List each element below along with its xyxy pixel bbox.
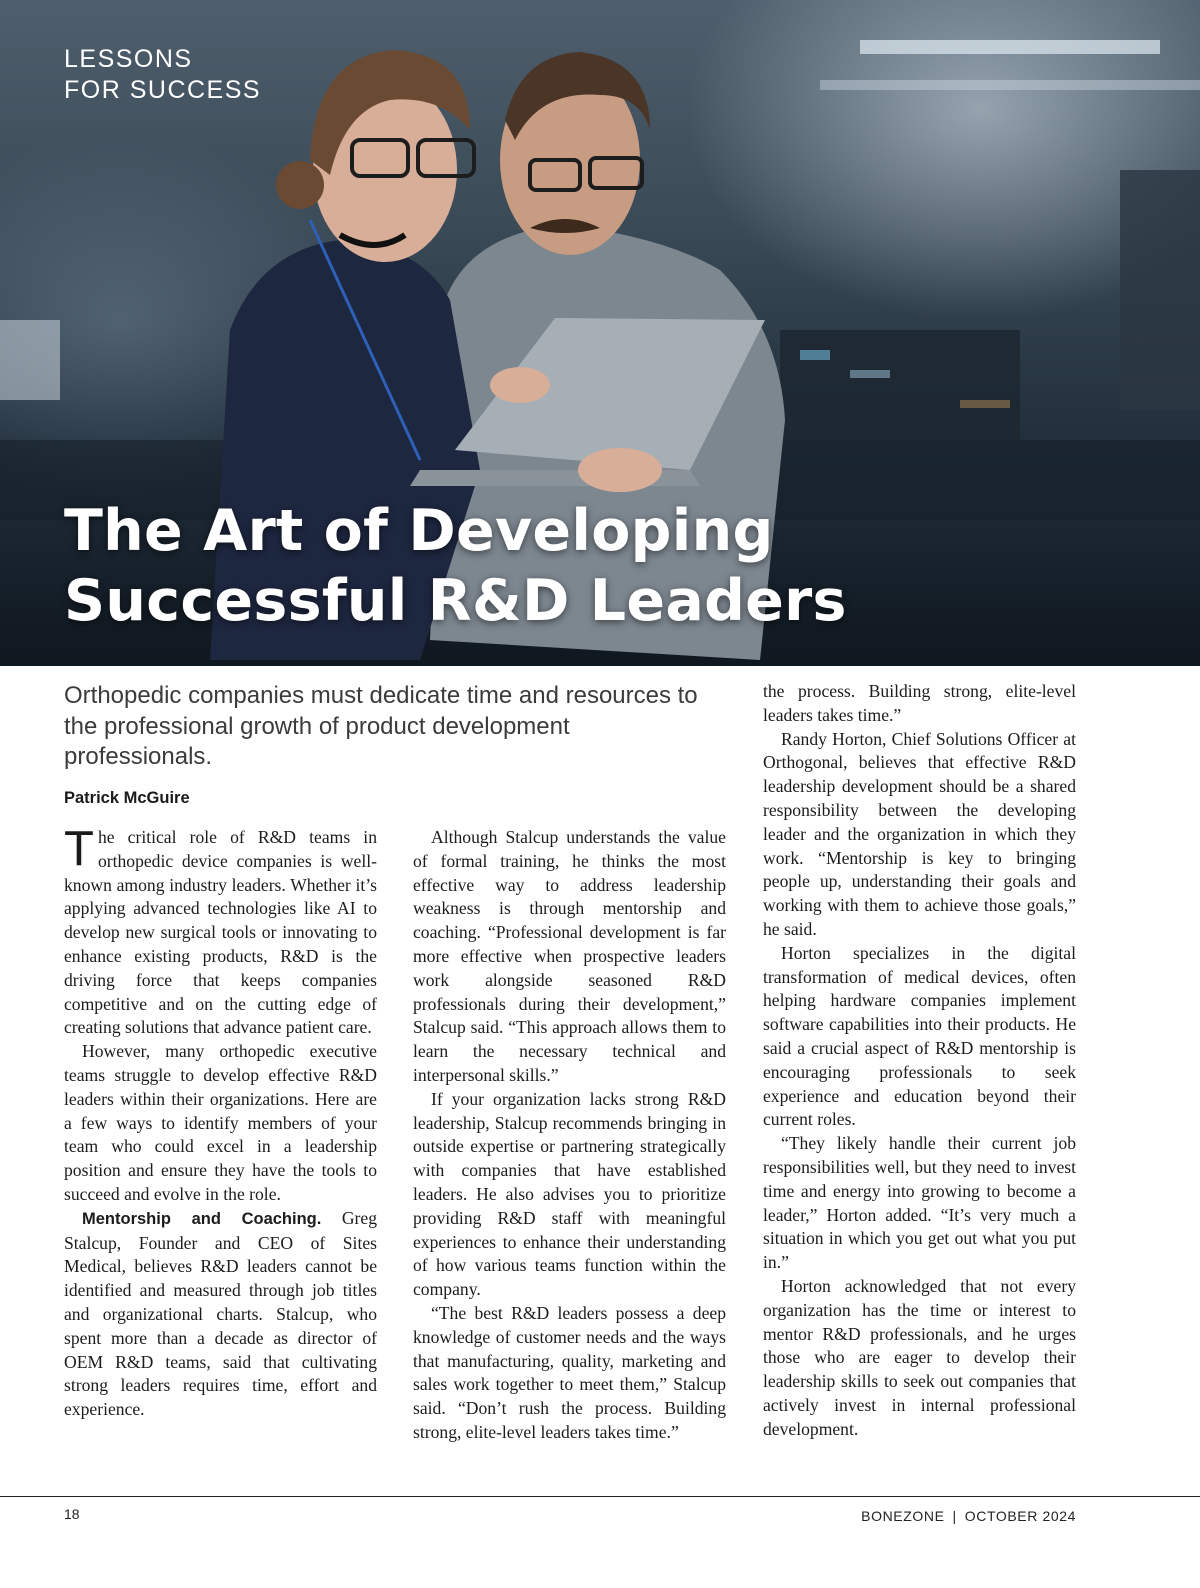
paragraph-8: Horton specializes in the digital transformation of medical devices, often helping hardware companies implement software capabilities into their products. He said a crucial aspect of R&D mentorship is encouraging professionals to seek experience and education beyond their current roles. bbox=[763, 942, 1076, 1130]
paragraph-7: Randy Horton, Chief Solutions Officer at Orthogonal, believes that effective R&D leadership development should be a shared responsibility between the developing leader and the organization in which they work. “Mentorship is key to bringing people up, understanding their goals and working with them to achieve those goals,” he said. bbox=[763, 728, 1076, 939]
paragraph-10: Horton acknowledged that not every organization has the time or interest to mentor R&D professionals, and he urges those who are eager to develop their leadership skills to seek out companies that actively invest in internal professional development. bbox=[763, 1275, 1076, 1439]
paragraph-5: If your organization lacks strong R&D leadership, Stalcup recommends bringing in outside expertise or partnering strategically with companies that have established leaders. He also advises you to prioritize providing R&D staff with meaningful experiences to enhance their understanding of how various teams function within the company. bbox=[413, 1088, 726, 1300]
title-line-2: Successful R&D Leaders bbox=[64, 568, 847, 634]
paragraph-1-text: he critical role of R&D teams in orthopedic device companies is well-known among industry leaders. Whether it’s applying advanced technologies like AI to develop new surgical tools or innovating to enhance existing products, R&D is the driving force that keeps companies competitive and on the cutting edge of creating solutions that advance patient care. bbox=[64, 827, 377, 1038]
article-title bbox=[64, 496, 847, 636]
text-column-1 bbox=[64, 822, 377, 1422]
paragraph-9: “They likely handle their current job responsibilities well, but they need to invest time and energy into growing to become a leader,” Horton added. “It’s very much a situation in which you get out what you put in.” bbox=[763, 1133, 1076, 1273]
paragraph-3-text: Greg Stalcup, Founder and CEO of Sites Medical, believes R&D leaders cannot be identified and measured through job titles and organizational charts. Stalcup, who spent more than a decade as director of OEM R&D teams, said that cultivating strong leaders requires time, effort and experience. bbox=[64, 1207, 377, 1420]
paragraph-4: Although Stalcup understands the value of formal training, he thinks the most effective way to address leadership weakness is through mentorship and coaching. “Professional development is far more effective when prospective leaders work alongside seasoned R&D professionals during their development,” Stalcup said. “This approach allows them to learn the necessary technical and interpersonal skills.” bbox=[413, 827, 726, 1085]
kicker-line-2: FOR SUCCESS bbox=[64, 76, 262, 104]
paragraph-3 bbox=[64, 1207, 377, 1422]
section-kicker bbox=[64, 44, 261, 106]
subhead-mentorship: Mentorship and Coaching. bbox=[82, 1209, 322, 1228]
footer-separator: | bbox=[952, 1508, 957, 1524]
paragraph-2: However, many orthopedic executive teams struggle to develop effective R&D leaders within their organizations. Here are a few ways to identify members of your team who could excel in a leadership position and ensure they have the tools to succeed and evolve in the role. bbox=[64, 1041, 377, 1204]
text-column-3 bbox=[763, 680, 1076, 1442]
title-line-1: The Art of Developing bbox=[64, 498, 774, 564]
article-deck: Orthopedic companies must dedicate time and resources to the professional growth of product development professionals. bbox=[64, 682, 698, 770]
kicker-line-1: LESSONS bbox=[64, 45, 193, 73]
publication-name: BONEZONE bbox=[861, 1508, 945, 1524]
author-byline: Patrick McGuire bbox=[64, 789, 190, 807]
hero-image bbox=[0, 0, 1200, 666]
paragraph-6-continued: the process. Building strong, elite-level leaders takes time.” bbox=[763, 681, 1076, 725]
issue-date: OCTOBER 2024 bbox=[964, 1508, 1076, 1524]
page-number: 18 bbox=[64, 1506, 80, 1522]
footer-rule bbox=[0, 1496, 1200, 1497]
paragraph-intro bbox=[64, 822, 377, 1040]
text-column-2 bbox=[413, 826, 726, 1445]
publication-info bbox=[861, 1508, 1076, 1524]
paragraph-6: “The best R&D leaders possess a deep knowledge of customer needs and the ways that manufacturing, quality, marketing and sales work together to meet them,” Stalcup said. “Don’t rush the process. Building strong, elite-level leaders takes time.” bbox=[413, 1302, 726, 1442]
drop-cap: T bbox=[64, 822, 94, 876]
